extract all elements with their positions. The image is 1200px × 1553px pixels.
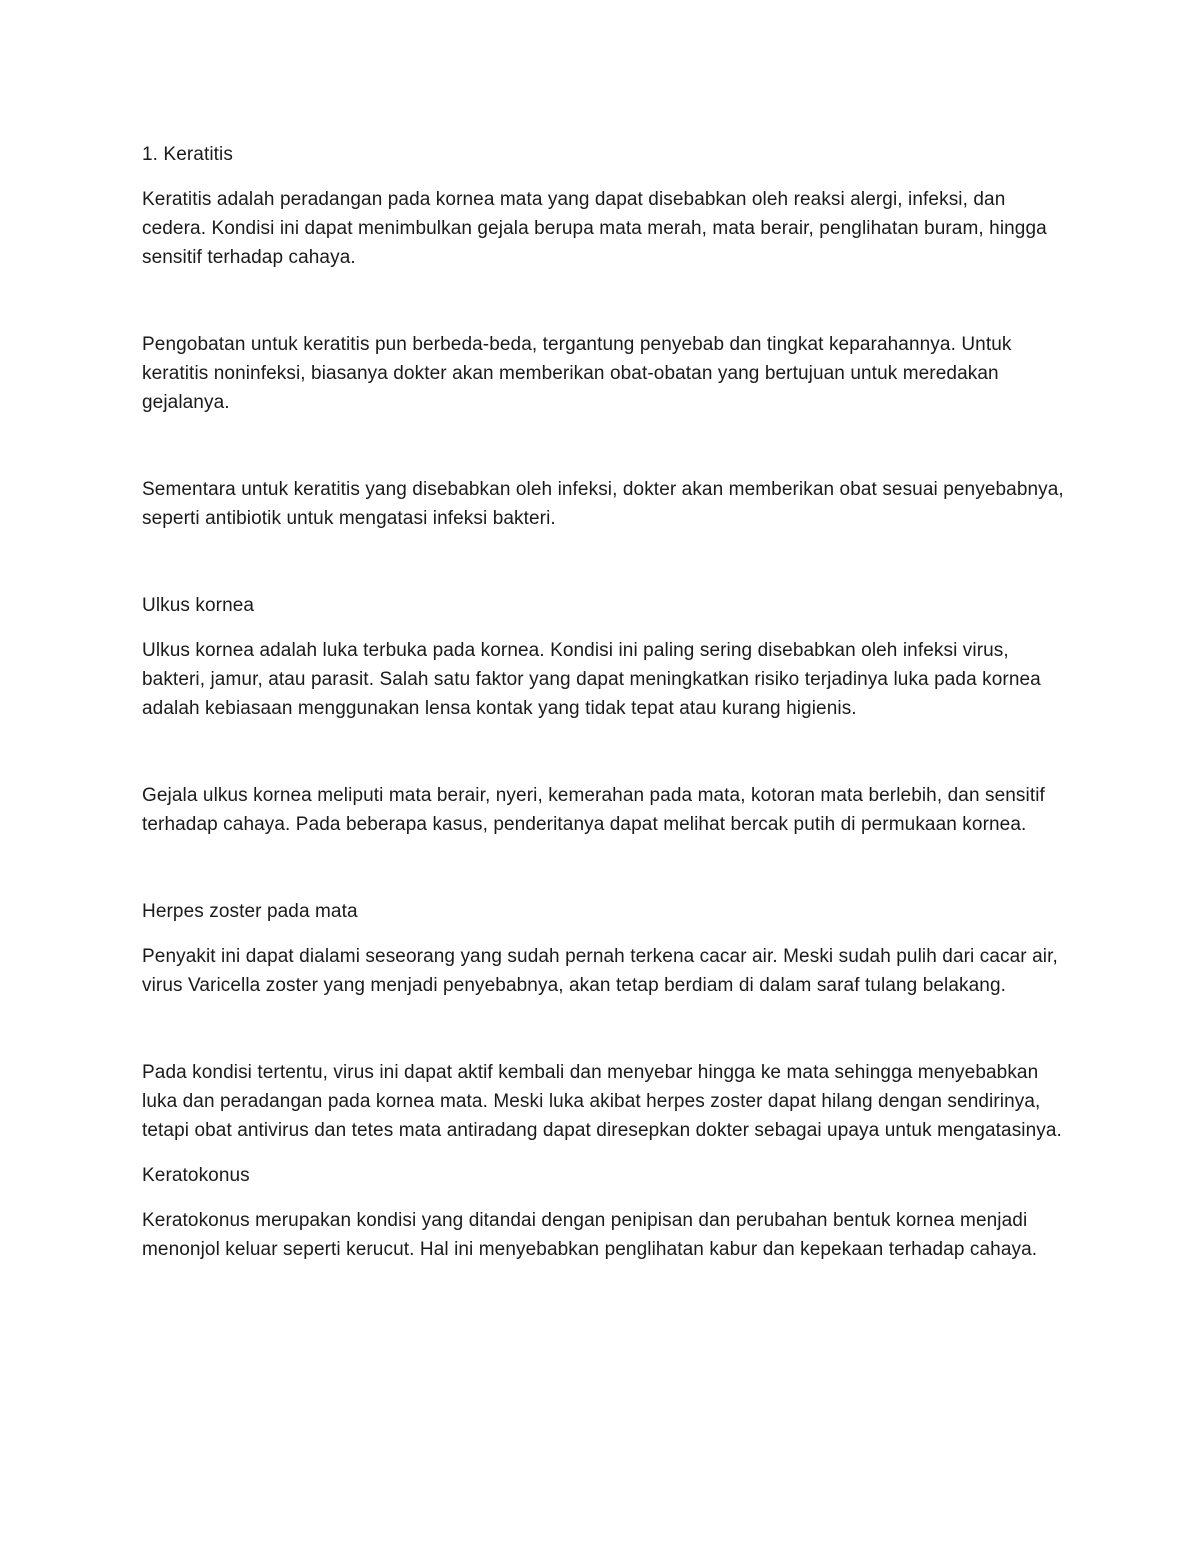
section-heading-herpes-zoster: Herpes zoster pada mata xyxy=(142,901,358,922)
section-heading-ulkus-kornea: Ulkus kornea xyxy=(142,595,255,616)
paragraph: Keratitis adalah peradangan pada kornea mata yang dapat disebabkan oleh reaksi alergi, infeksi, dan cedera. Kondisi ini dapat menimbulkan gejala berupa mata merah, mata berair, penglihatan buram, hingga sensitif terhadap cahaya. xyxy=(142,189,1047,268)
section-heading-keratokonus: Keratokonus xyxy=(142,1165,250,1186)
paragraph: Sementara untuk keratitis yang disebabkan oleh infeksi, dokter akan memberikan obat sesuai penyebabnya, seperti antibiotik untuk mengatasi infeksi bakteri. xyxy=(142,479,1064,529)
section-heading-keratitis: 1. Keratitis xyxy=(142,144,233,165)
paragraph: Gejala ulkus kornea meliputi mata berair, nyeri, kemerahan pada mata, kotoran mata berlebih, dan sensitif terhadap cahaya. Pada beberapa kasus, penderitanya dapat melihat bercak putih di permukaan kornea. xyxy=(142,785,1045,835)
paragraph: Penyakit ini dapat dialami seseorang yang sudah pernah terkena cacar air. Meski sudah pulih dari cacar air, virus Varicella zoster yang menjadi penyebabnya, akan tetap berdiam di dalam saraf tulang belakang. xyxy=(142,946,1058,996)
document-body xyxy=(142,140,1072,1322)
paragraph: Keratokonus merupakan kondisi yang ditandai dengan penipisan dan perubahan bentuk kornea menjadi menonjol keluar seperti kerucut. Hal ini menyebabkan penglihatan kabur dan kepekaan terhadap cahaya. xyxy=(142,1210,1038,1260)
paragraph: Pada kondisi tertentu, virus ini dapat aktif kembali dan menyebar hingga ke mata sehingga menyebabkan luka dan peradangan pada kornea mata. Meski luka akibat herpes zoster dapat hilang dengan sendirinya, tetapi obat antivirus dan tetes mata antiradang dapat diresepkan dokter sebagai upaya untuk mengatasinya. xyxy=(142,1062,1062,1141)
paragraph: Pengobatan untuk keratitis pun berbeda-beda, tergantung penyebab dan tingkat keparahannya. Untuk keratitis noninfeksi, biasanya dokter akan memberikan obat-obatan yang bertujuan untuk meredakan gejalanya. xyxy=(142,334,1012,413)
paragraph: Ulkus kornea adalah luka terbuka pada kornea. Kondisi ini paling sering disebabkan oleh infeksi virus, bakteri, jamur, atau parasit. Salah satu faktor yang dapat meningkatkan risiko terjadinya luka pada kornea adalah kebiasaan menggunakan lensa kontak yang tidak tepat atau kurang higienis. xyxy=(142,640,1041,719)
